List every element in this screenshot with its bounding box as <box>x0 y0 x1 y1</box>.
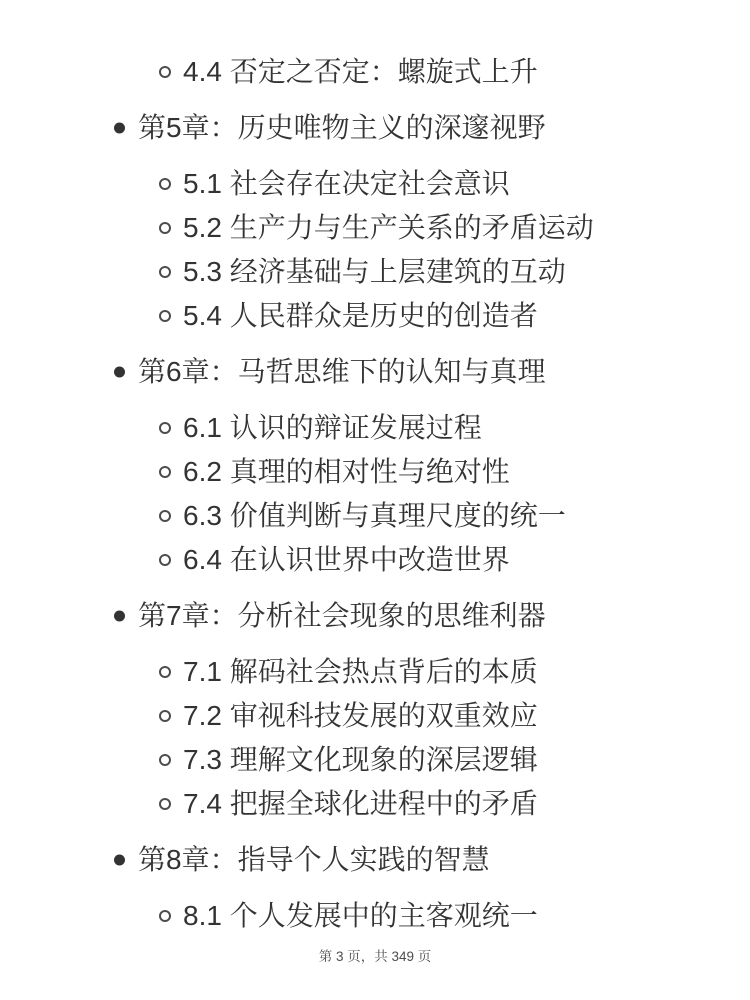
toc-subitem-label: 7.3 理解文化现象的深层逻辑 <box>183 744 538 775</box>
toc-subitem-label: 5.1 社会存在决定社会意识 <box>183 168 510 199</box>
toc-subitem <box>0 162 750 206</box>
toc-subitem <box>0 206 750 250</box>
toc-subitem-label: 5.2 生产力与生产关系的矛盾运动 <box>183 212 594 243</box>
toc-subitem-label: 6.3 价值判断与真理尺度的统一 <box>183 500 566 531</box>
toc-subitem-label: 7.4 把握全球化进程中的矛盾 <box>183 788 538 819</box>
toc-subitem-label: 7.2 审视科技发展的双重效应 <box>183 700 538 731</box>
toc-subitem <box>0 538 750 582</box>
circle-bullet-icon <box>159 710 171 722</box>
circle-bullet-icon <box>159 178 171 190</box>
toc-subitem <box>0 494 750 538</box>
circle-bullet-icon <box>159 510 171 522</box>
toc-subitem <box>0 782 750 826</box>
table-of-contents <box>0 50 750 938</box>
toc-subitem <box>0 738 750 782</box>
toc-subitem <box>0 294 750 338</box>
toc-subitem <box>0 450 750 494</box>
toc-chapter <box>0 582 750 650</box>
circle-bullet-icon <box>159 554 171 566</box>
disc-bullet-icon <box>114 611 125 622</box>
circle-bullet-icon <box>159 310 171 322</box>
toc-subitem-label: 8.1 个人发展中的主客观统一 <box>183 900 538 931</box>
circle-bullet-icon <box>159 754 171 766</box>
toc-subitem <box>0 694 750 738</box>
toc-subitem-label: 4.4 否定之否定：螺旋式上升 <box>183 56 538 87</box>
disc-bullet-icon <box>114 367 125 378</box>
toc-subitem <box>0 650 750 694</box>
toc-subitem-label: 6.4 在认识世界中改造世界 <box>183 544 510 575</box>
circle-bullet-icon <box>159 422 171 434</box>
circle-bullet-icon <box>159 666 171 678</box>
toc-chapter-label: 第8章：指导个人实践的智慧 <box>138 844 490 875</box>
toc-subitem <box>0 406 750 450</box>
toc-subitem-label: 5.3 经济基础与上层建筑的互动 <box>183 256 566 287</box>
page-number-footer: 第 3 页，共 349 页 <box>318 949 432 964</box>
circle-bullet-icon <box>159 798 171 810</box>
toc-subitem-label: 7.1 解码社会热点背后的本质 <box>183 656 538 687</box>
toc-chapter-label: 第7章：分析社会现象的思维利器 <box>138 600 546 631</box>
circle-bullet-icon <box>159 910 171 922</box>
toc-subitem-label: 6.2 真理的相对性与绝对性 <box>183 456 510 487</box>
toc-subitem-label: 6.1 认识的辩证发展过程 <box>183 412 482 443</box>
circle-bullet-icon <box>159 66 171 78</box>
toc-chapter <box>0 826 750 894</box>
disc-bullet-icon <box>114 855 125 866</box>
circle-bullet-icon <box>159 266 171 278</box>
toc-chapter-label: 第5章：历史唯物主义的深邃视野 <box>138 112 546 143</box>
toc-subitem-label: 5.4 人民群众是历史的创造者 <box>183 300 538 331</box>
toc-chapter <box>0 94 750 162</box>
toc-chapter-label: 第6章：马哲思维下的认知与真理 <box>138 356 546 387</box>
toc-chapter <box>0 338 750 406</box>
toc-subitem <box>0 50 750 94</box>
circle-bullet-icon <box>159 222 171 234</box>
circle-bullet-icon <box>159 466 171 478</box>
disc-bullet-icon <box>114 123 125 134</box>
toc-subitem <box>0 250 750 294</box>
toc-subitem <box>0 894 750 938</box>
